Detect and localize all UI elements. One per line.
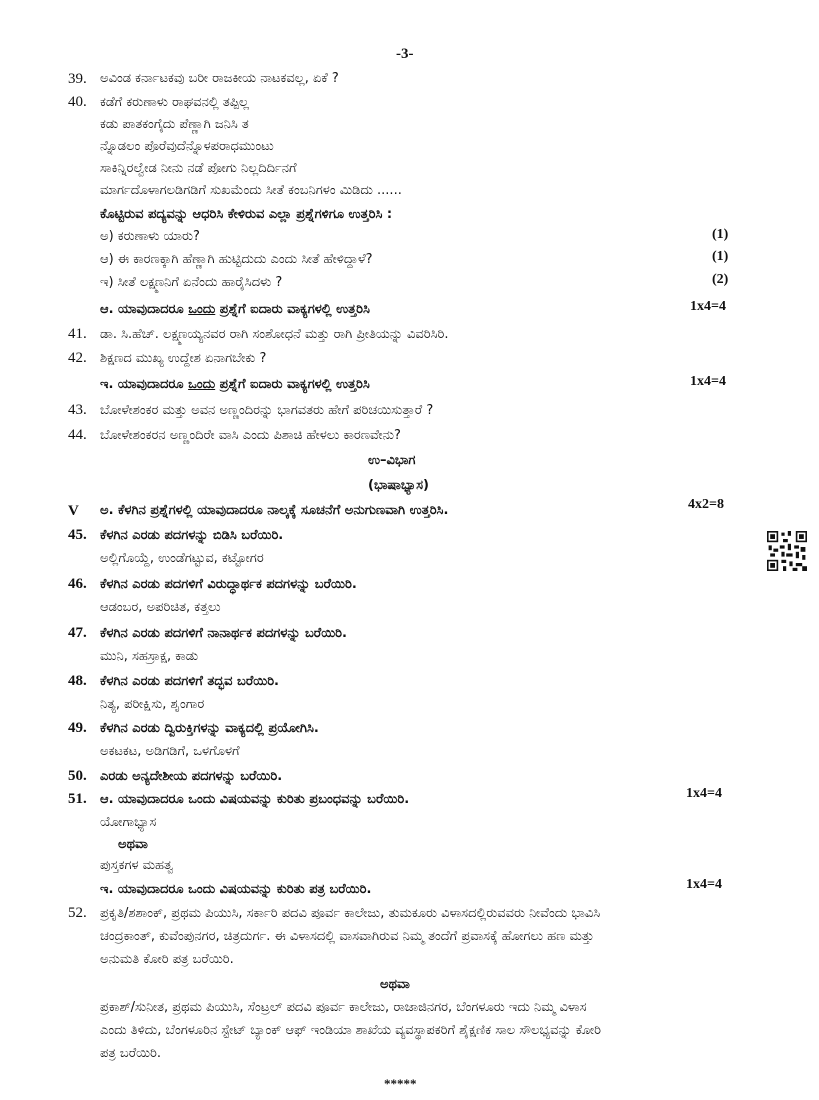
- question-number: 42.: [68, 350, 87, 366]
- word-list: ನಿತ್ಯ, ಪರೀಕ್ಷಿಸು, ಶೃಂಗಾರ: [100, 697, 205, 712]
- marks-label: (2): [712, 272, 729, 287]
- question-text: ಕೆಳಗಿನ ಎರಡು ಪದಗಳಿಗೆ ತದ್ಭವ ಬರೆಯಿರಿ.: [100, 674, 279, 689]
- question-text-line: ಪ್ರಕಾಶ್/ಸುನೀತ, ಪ್ರಥಮ ಪಿಯುಸಿ, ಸೆಂಟ್ರಲ್ ಪದವಿ ಪೂರ್ವ ಕಾಲೇಜು, ರಾಜಾಜಿನಗರ, ಬೆಂಗಳೂರು ಇದು ನಿಮ್ಮ ವಿಳಾಸ: [100, 1000, 587, 1015]
- section-heading: [100, 377, 370, 393]
- subsection-title: ಉ–ವಿಭಾಗ: [368, 453, 416, 468]
- question-number: 43.: [68, 402, 87, 418]
- word-list: ಅಕಟಕಟ, ಅಡಿಗಡಿಗೆ, ಒಳಗೊಳಗೆ: [100, 744, 240, 759]
- word-list: ಆಡಂಬರ, ಅಪರಿಚಿತ, ಕತ್ತಲು: [100, 600, 221, 615]
- question-number: 39.: [68, 71, 87, 87]
- section-heading-underlined: ಒಂದು: [188, 377, 216, 392]
- subsection-subtitle: (ಭಾಷಾಭ್ಯಾಸ): [368, 478, 429, 493]
- question-number: 41.: [68, 326, 87, 342]
- marks-label: 1x4=4: [690, 299, 726, 314]
- sub-question: ಆ) ಈ ಕಾರಣಕ್ಕಾಗಿ ಹೆಣ್ಣಾಗಿ ಹುಟ್ಟಿದುದು ಎಂದು ಸೀತೆ ಹೇಳಿದ್ದಾಳೆ?: [100, 252, 373, 267]
- question-text: ಕೆಳಗಿನ ಎರಡು ಪದಗಳನ್ನು ಬಿಡಿಸಿ ಬರೆಯಿರಿ.: [100, 528, 284, 543]
- or-label: ಅಥವಾ: [380, 977, 410, 992]
- question-number: 47.: [68, 625, 87, 641]
- qr-code-icon: [767, 531, 807, 571]
- question-text-line: ಚಂದ್ರಕಾಂತ್, ಕುವೆಂಪುನಗರ, ಚಿತ್ರದುರ್ಗ. ಈ ವಿಳಾಸದಲ್ಲಿ ವಾಸವಾಗಿರುವ ನಿಮ್ಮ ತಂದೆಗೆ ಪ್ರವಾಸಕ್ಕೆ ಹೋಗಲು ಹಣ ಮತ್ತು: [100, 929, 594, 944]
- section-heading-underlined: ಒಂದು: [188, 302, 216, 317]
- page-number: -3-: [396, 46, 414, 62]
- question-text-line: ಅನುಮತಿ ಕೋರಿ ಪತ್ರ ಬರೆಯಿರಿ.: [100, 952, 234, 967]
- instruction-text: ಕೊಟ್ಟಿರುವ ಪದ್ಯವನ್ನು ಆಧರಿಸಿ ಕೇಳಿರುವ ಎಲ್ಲಾ ಪ್ರಶ್ನೆಗಳಿಗೂ ಉತ್ತರಿಸಿ :: [100, 207, 393, 222]
- word-list: ಅಲ್ಲಿಗೊಯ್ದೆ, ಉಂಡೆಗಟ್ಟುವ, ಕಟ್ಟೋಗರ: [100, 551, 264, 566]
- marks-label: 4x2=8: [688, 497, 724, 512]
- question-text-line: ಪ್ರಕೃತಿ/ಶಶಾಂಕ್, ಪ್ರಥಮ ಪಿಯುಸಿ, ಸರ್ಕಾರಿ ಪದವಿ ಪೂರ್ವ ಕಾಲೇಜು, ತುಮಕೂರು ವಿಳಾಸದಲ್ಲಿರುವವರು ನೀವೆಂದು ಭಾವಿಸಿ: [100, 906, 601, 921]
- question-text-line: ಎಂದು ತಿಳಿದು, ಬೆಂಗಳೂರಿನ ಸ್ಟೇಟ್ ಬ್ಯಾಂಕ್ ಆಫ್ ಇಂಡಿಯಾ ಶಾಖೆಯ ವ್ಯವಸ್ಥಾಪಕರಿಗೆ ಶೈಕ್ಷಣಿಕ ಸಾಲ ಸೌಲಭ್ಯವನ್ನು ಕೋರಿ: [100, 1023, 601, 1038]
- part-instruction: ಅ. ಕೆಳಗಿನ ಪ್ರಶ್ನೆಗಳಲ್ಲಿ ಯಾವುದಾದರೂ ನಾಲ್ಕಕ್ಕೆ ಸೂಚನೆಗೆ ಅನುಗುಣವಾಗಿ ಉತ್ತರಿಸಿ.: [100, 503, 449, 518]
- poem-line: ಕಡೆಗೆ ಕರುಣಾಳು ರಾಘವನಲ್ಲಿ ತಪ್ಪಿಲ್ಲ: [100, 95, 250, 110]
- essay-topic: ಪುಸ್ತಕಗಳ ಮಹತ್ವ: [100, 858, 174, 873]
- question-number: 46.: [68, 576, 87, 592]
- section-heading-pre: ಆ. ಯಾವುದಾದರೂ: [100, 302, 189, 317]
- poem-line: ಕಡು ಪಾತಕಂಗೈದು ಪೆಣ್ಣಾಗಿ ಜನಿಸಿ ತ: [100, 117, 249, 132]
- essay-topic: ಯೋಗಾಭ್ಯಾಸ: [100, 815, 157, 830]
- question-text: ಕೆಳಗಿನ ಎರಡು ಪದಗಳಿಗೆ ನಾನಾರ್ಥಕ ಪದಗಳನ್ನು ಬರೆಯಿರಿ.: [100, 626, 347, 641]
- section-heading: ಇ. ಯಾವುದಾದರೂ ಒಂದು ವಿಷಯವನ್ನು ಕುರಿತು ಪತ್ರ ಬರೆಯಿರಿ.: [100, 882, 372, 897]
- sub-question: ಅ) ಕರುಣಾಳು ಯಾರು?: [100, 229, 200, 244]
- section-heading-pre: ಇ. ಯಾವುದಾದರೂ: [100, 377, 189, 392]
- question-number: 44.: [68, 427, 87, 443]
- end-marker: *****: [384, 1076, 417, 1091]
- marks-label: (1): [712, 227, 729, 242]
- question-text: ಅವಿಂಡ ಕರ್ನಾಟಕವು ಬರೀ ರಾಜಕೀಯ ನಾಟಕವಲ್ಲ, ಏಕೆ ?: [100, 71, 339, 86]
- question-number: 48.: [68, 673, 87, 689]
- marks-label: (1): [712, 249, 729, 264]
- question-number: 50.: [68, 768, 87, 784]
- question-number: 40.: [68, 94, 87, 110]
- question-text: ಬೋಳೇಶಂಕರನ ಅಣ್ಣಂದಿರೇ ವಾಸಿ ಎಂದು ಪಿಶಾಚಿ ಹೇಳಲು ಕಾರಣವೇನು?: [100, 428, 401, 443]
- question-text: ಕೆಳಗಿನ ಎರಡು ದ್ವಿರುಕ್ತಿಗಳನ್ನು ವಾಕ್ಯದಲ್ಲಿ ಪ್ರಯೋಗಿಸಿ.: [100, 721, 319, 736]
- or-label: ಅಥವಾ: [118, 837, 148, 852]
- marks-label: 1x4=4: [686, 877, 722, 892]
- section-heading-post: ಪ್ರಶ್ನೆಗೆ ಐದಾರು ವಾಕ್ಯಗಳಲ್ಲಿ ಉತ್ತರಿಸಿ: [215, 377, 370, 392]
- part-number: V: [68, 503, 79, 519]
- poem-line: ಸಾಕಿನ್ನಿರಲ್ವೇಡ ನೀನು ನಡೆ ಪೋಗು ನಿಲ್ಲದಿರ್ದಿನಗೆ: [100, 161, 297, 176]
- question-number: 52.: [68, 905, 87, 921]
- question-number: 51.: [68, 791, 87, 807]
- word-list: ಮುನಿ, ಸಹಸ್ರಾಕ್ಷ, ಕಾಡು: [100, 649, 199, 664]
- poem-line: ಮಾರ್ಗದೊಳಾಗಲಡಿಗಡಿಗೆ ಸುಖಮೆಂದು ಸೀತೆ ಕಂಬನಿಗಳಂ ಮಿಡಿದು ......: [100, 183, 402, 198]
- question-text: ಎರಡು ಅನ್ಯದೇಶೀಯ ಪದಗಳನ್ನು ಬರೆಯಿರಿ.: [100, 769, 283, 784]
- sub-question: ಇ) ಸೀತೆ ಲಕ್ಷ್ಮಣನಿಗೆ ಏನೆಂದು ಹಾರೈಸಿದಳು ?: [100, 275, 283, 290]
- poem-line: ನ್ನೊಡಲಂ ಪೊರೆವುದೆನ್ನೊಳಪರಾಧಮುಂಟು: [100, 139, 274, 154]
- question-number: 45.: [68, 527, 87, 543]
- question-text-line: ಪತ್ರ ಬರೆಯಿರಿ.: [100, 1046, 162, 1061]
- question-text: ಡಾ. ಸಿ.ಹೆಚ್. ಲಕ್ಷ್ಮಣಯ್ಯನವರ ರಾಗಿ ಸಂಶೋಧನೆ ಮತ್ತು ರಾಗಿ ಪ್ರೀತಿಯನ್ನು ವಿವರಿಸಿರಿ.: [100, 327, 449, 342]
- section-heading: [100, 302, 370, 318]
- question-text: ಬೋಳೇಶಂಕರ ಮತ್ತು ಅವನ ಅಣ್ಣಂದಿರನ್ನು ಭಾಗವತರು ಹೇಗೆ ಪರಿಚಯಿಸುತ್ತಾರೆ ?: [100, 403, 434, 418]
- question-text: ಕೆಳಗಿನ ಎರಡು ಪದಗಳಿಗೆ ವಿರುದ್ಧಾರ್ಥಕ ಪದಗಳನ್ನು ಬರೆಯಿರಿ.: [100, 577, 357, 592]
- question-text: ಆ. ಯಾವುದಾದರೂ ಒಂದು ವಿಷಯವನ್ನು ಕುರಿತು ಪ್ರಬಂಧವನ್ನು ಬರೆಯಿರಿ.: [100, 792, 410, 807]
- marks-label: 1x4=4: [686, 786, 722, 801]
- question-number: 49.: [68, 720, 87, 736]
- marks-label: 1x4=4: [690, 374, 726, 389]
- question-text: ಶಿಕ್ಷಣದ ಮುಖ್ಯ ಉದ್ದೇಶ ಏನಾಗಬೇಕು ?: [100, 351, 267, 366]
- section-heading-post: ಪ್ರಶ್ನೆಗೆ ಐದಾರು ವಾಕ್ಯಗಳಲ್ಲಿ ಉತ್ತರಿಸಿ: [215, 302, 370, 317]
